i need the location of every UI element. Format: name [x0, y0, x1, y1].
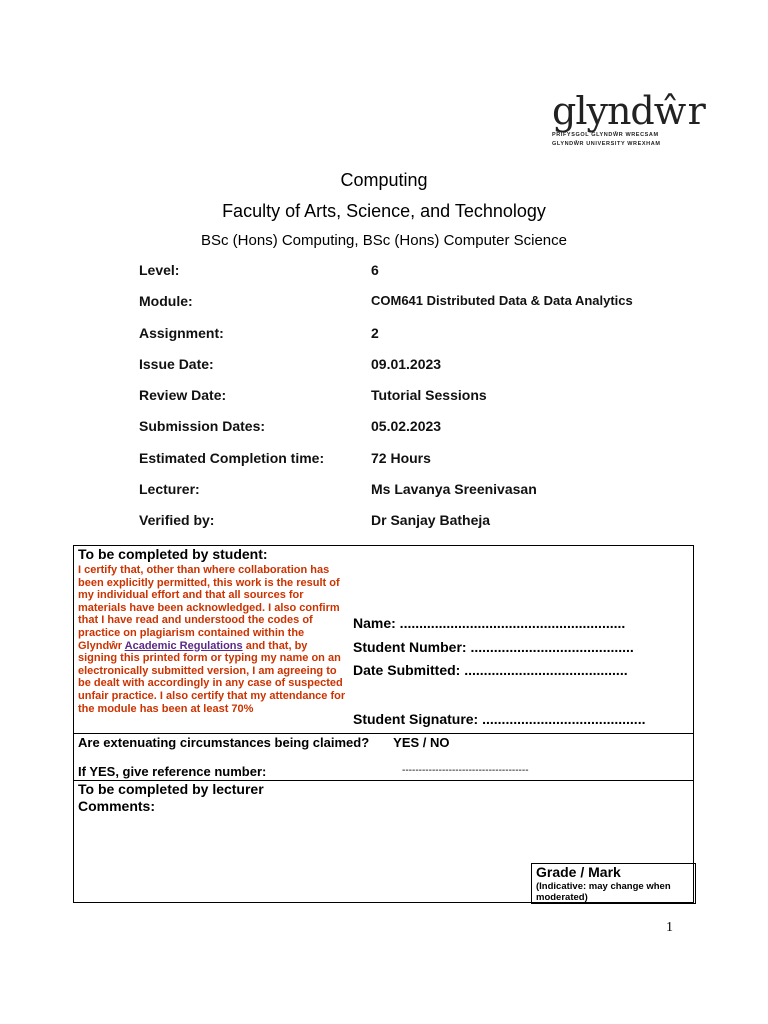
- grade-label: Grade / Mark: [536, 864, 621, 880]
- student-section-heading: To be completed by student:: [78, 546, 268, 562]
- info-value: 05.02.2023: [371, 418, 442, 435]
- info-row-assignment: [139, 325, 633, 356]
- lecturer-section-heading: To be completed by lecturer: [78, 781, 264, 797]
- info-row-lecturer: [139, 481, 633, 512]
- info-value: Tutorial Sessions: [371, 387, 487, 404]
- info-value: Dr Sanjay Batheja: [371, 512, 491, 529]
- grade-box: [531, 863, 696, 904]
- info-label: Estimated Completion time:: [139, 449, 325, 466]
- logo-wordmark: glyndŵr: [552, 89, 705, 133]
- info-value: 2: [371, 324, 379, 341]
- department-title: Computing: [340, 170, 428, 190]
- grade-note: (Indicative: may change when moderated): [536, 881, 671, 903]
- academic-regulations-link[interactable]: Academic Regulations: [124, 639, 243, 652]
- cert-text-continued: and that, by signing this printed form or typing my name on an electronically submitted version, I am agreeing to be dealt with accordingly in any case of suspected unfair practice. I also certify that my attendance for the module has been at least 70%: [78, 639, 346, 715]
- reference-number-label: If YES, give reference number:: [78, 764, 267, 779]
- date-submitted-field[interactable]: Date Submitted: ..........................................: [353, 662, 628, 678]
- info-row-issue-date: [139, 356, 633, 387]
- page-number: 1: [666, 920, 673, 935]
- info-value: Ms Lavanya Sreenivasan: [371, 481, 537, 498]
- student-number-field[interactable]: Student Number: ..........................................: [353, 639, 634, 655]
- extenuating-question-text: Are extenuating circumstances being claimed?: [78, 735, 370, 750]
- info-label: Review Date:: [139, 387, 227, 404]
- logo-subtitle-english: GLYNDŴR UNIVERSITY WREXHAM: [552, 141, 661, 147]
- lecturer-section: [73, 780, 694, 903]
- info-label: Lecturer:: [139, 481, 200, 498]
- name-field[interactable]: Name: ..........................................................: [353, 615, 626, 631]
- info-row-completion-time: [139, 450, 633, 481]
- info-value: 09.01.2023: [371, 355, 442, 372]
- info-value: COM641 Distributed Data & Data Analytics: [371, 293, 633, 309]
- reference-number-row: [78, 764, 529, 779]
- info-label: Module:: [139, 293, 193, 310]
- info-label: Issue Date:: [139, 355, 214, 372]
- cert-text: I certify that, other than where collaboration has been explicitly permitted, this work is the result of my individual effort and that all sources for materials have been acknowledged. I also confirm that I have read and understood the codes of practice on plagiarism contained within the Glyndŵr: [78, 564, 340, 652]
- extenuating-section: [73, 733, 694, 781]
- info-row-verified-by: [139, 512, 633, 543]
- university-logo: [552, 89, 705, 148]
- reference-number-input[interactable]: --------------------------------------: [402, 765, 529, 776]
- faculty-title: Faculty of Arts, Science, and Technology: [222, 201, 546, 221]
- info-row-level: [139, 262, 633, 293]
- info-label: Submission Dates:: [139, 418, 266, 435]
- info-row-submission-dates: [139, 418, 633, 449]
- programmes-title: BSc (Hons) Computing, BSc (Hons) Computer Science: [201, 232, 567, 249]
- comments-label: Comments:: [78, 798, 156, 814]
- certification-statement: [78, 564, 348, 715]
- student-section: [73, 545, 694, 734]
- student-signature-field[interactable]: Student Signature: ..........................................: [353, 711, 646, 727]
- logo-subtitle-welsh: PRIFYSGOL GLYNDŴR WRECSAM: [552, 132, 659, 138]
- info-label: Level:: [139, 262, 180, 278]
- info-row-module: [139, 293, 633, 324]
- info-value: 6: [371, 262, 379, 278]
- yes-no-option[interactable]: YES / NO: [393, 735, 450, 750]
- assignment-info: [139, 262, 633, 544]
- info-value: 72 Hours: [371, 449, 431, 466]
- info-label: Verified by:: [139, 512, 215, 529]
- info-row-review-date: [139, 387, 633, 418]
- info-label: Assignment:: [139, 324, 224, 341]
- extenuating-question: [78, 735, 450, 750]
